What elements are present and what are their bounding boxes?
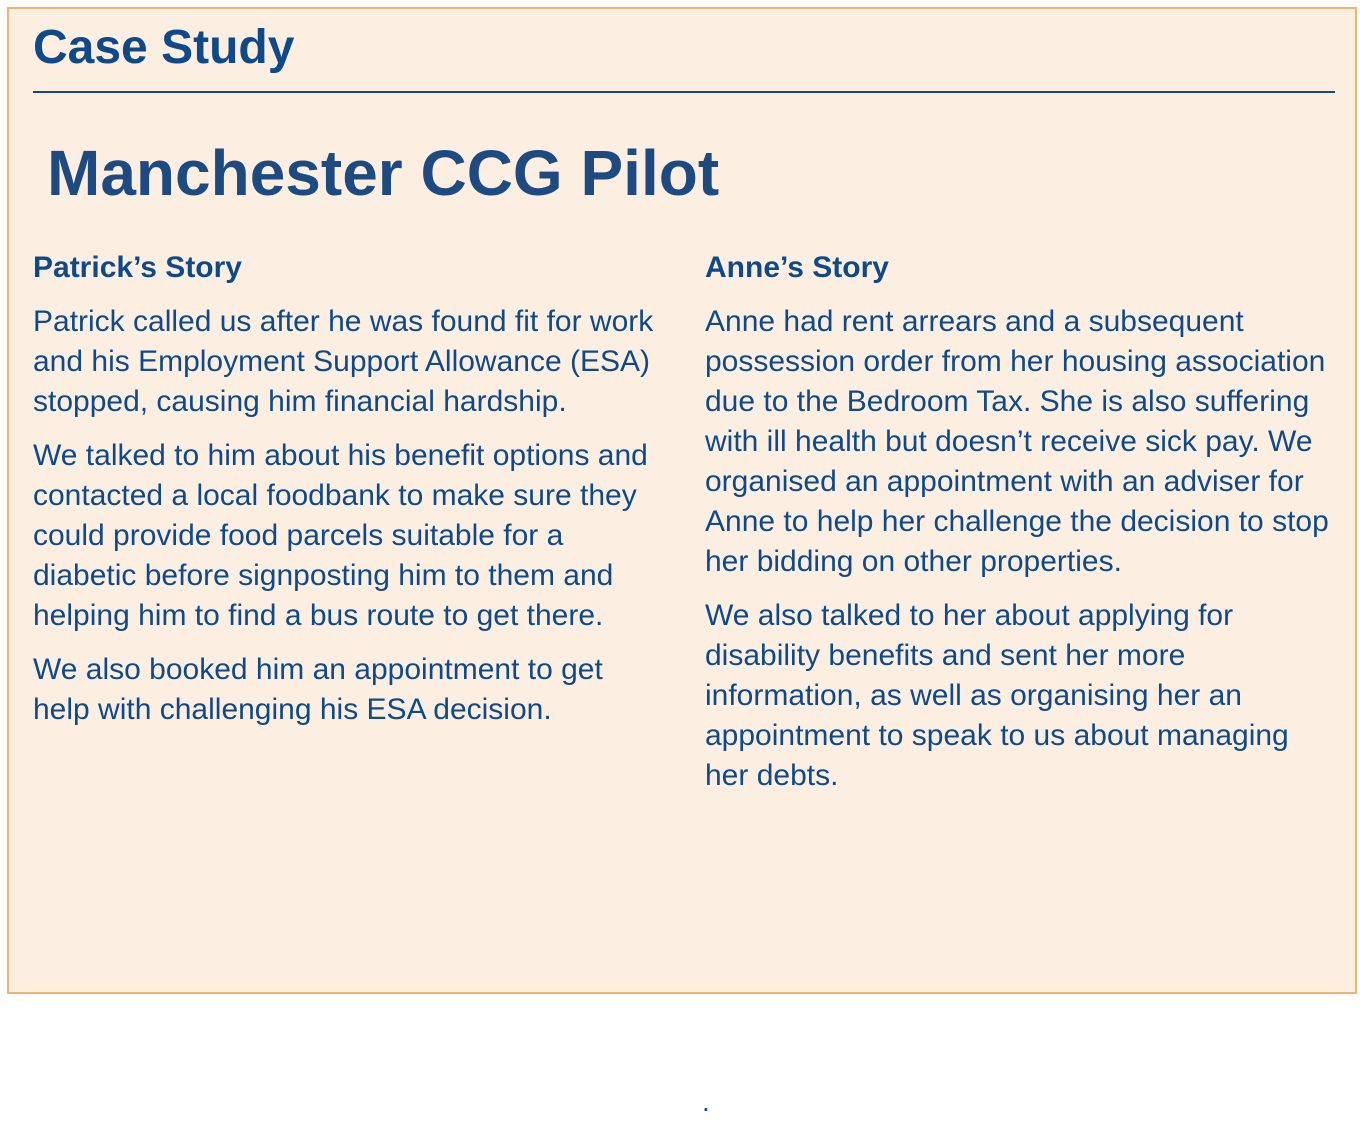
page-title: Manchester CCG Pilot [47,137,720,209]
story-paragraph: We also talked to her about applying for disability benefits and sent her more information, as well as organising her an appointment to speak to us about managing her debts. [705,599,1289,792]
title-divider [33,91,1335,93]
case-study-box [7,7,1357,994]
story-patrick [33,245,663,744]
story-paragraph: We also booked him an appointment to get help with challenging his ESA decision. [33,653,603,726]
story-paragraph: Anne had rent arrears and a subsequent possession order from her housing association due to the Bedroom Tax. She is also suffering with ill health but doesn’t receive sick pay. We organised an appointment with an adviser for Anne to help her challenge the decision to stop her bidding on other properties. [705,305,1329,578]
story-anne [705,245,1335,810]
story-heading: Anne’s Story [705,251,889,284]
footer-mark: . [702,1086,710,1117]
story-heading: Patrick’s Story [33,251,242,284]
section-label: Case Study [33,21,295,74]
story-paragraph: We talked to him about his benefit options and contacted a local foodbank to make sure they could provide food parcels suitable for a diabetic before signposting him to them and helping him to find a bus route to get there. [33,439,648,632]
story-paragraph: Patrick called us after he was found fit for work and his Employment Support Allowance (ESA) stopped, causing him financial hardship. [33,305,654,418]
